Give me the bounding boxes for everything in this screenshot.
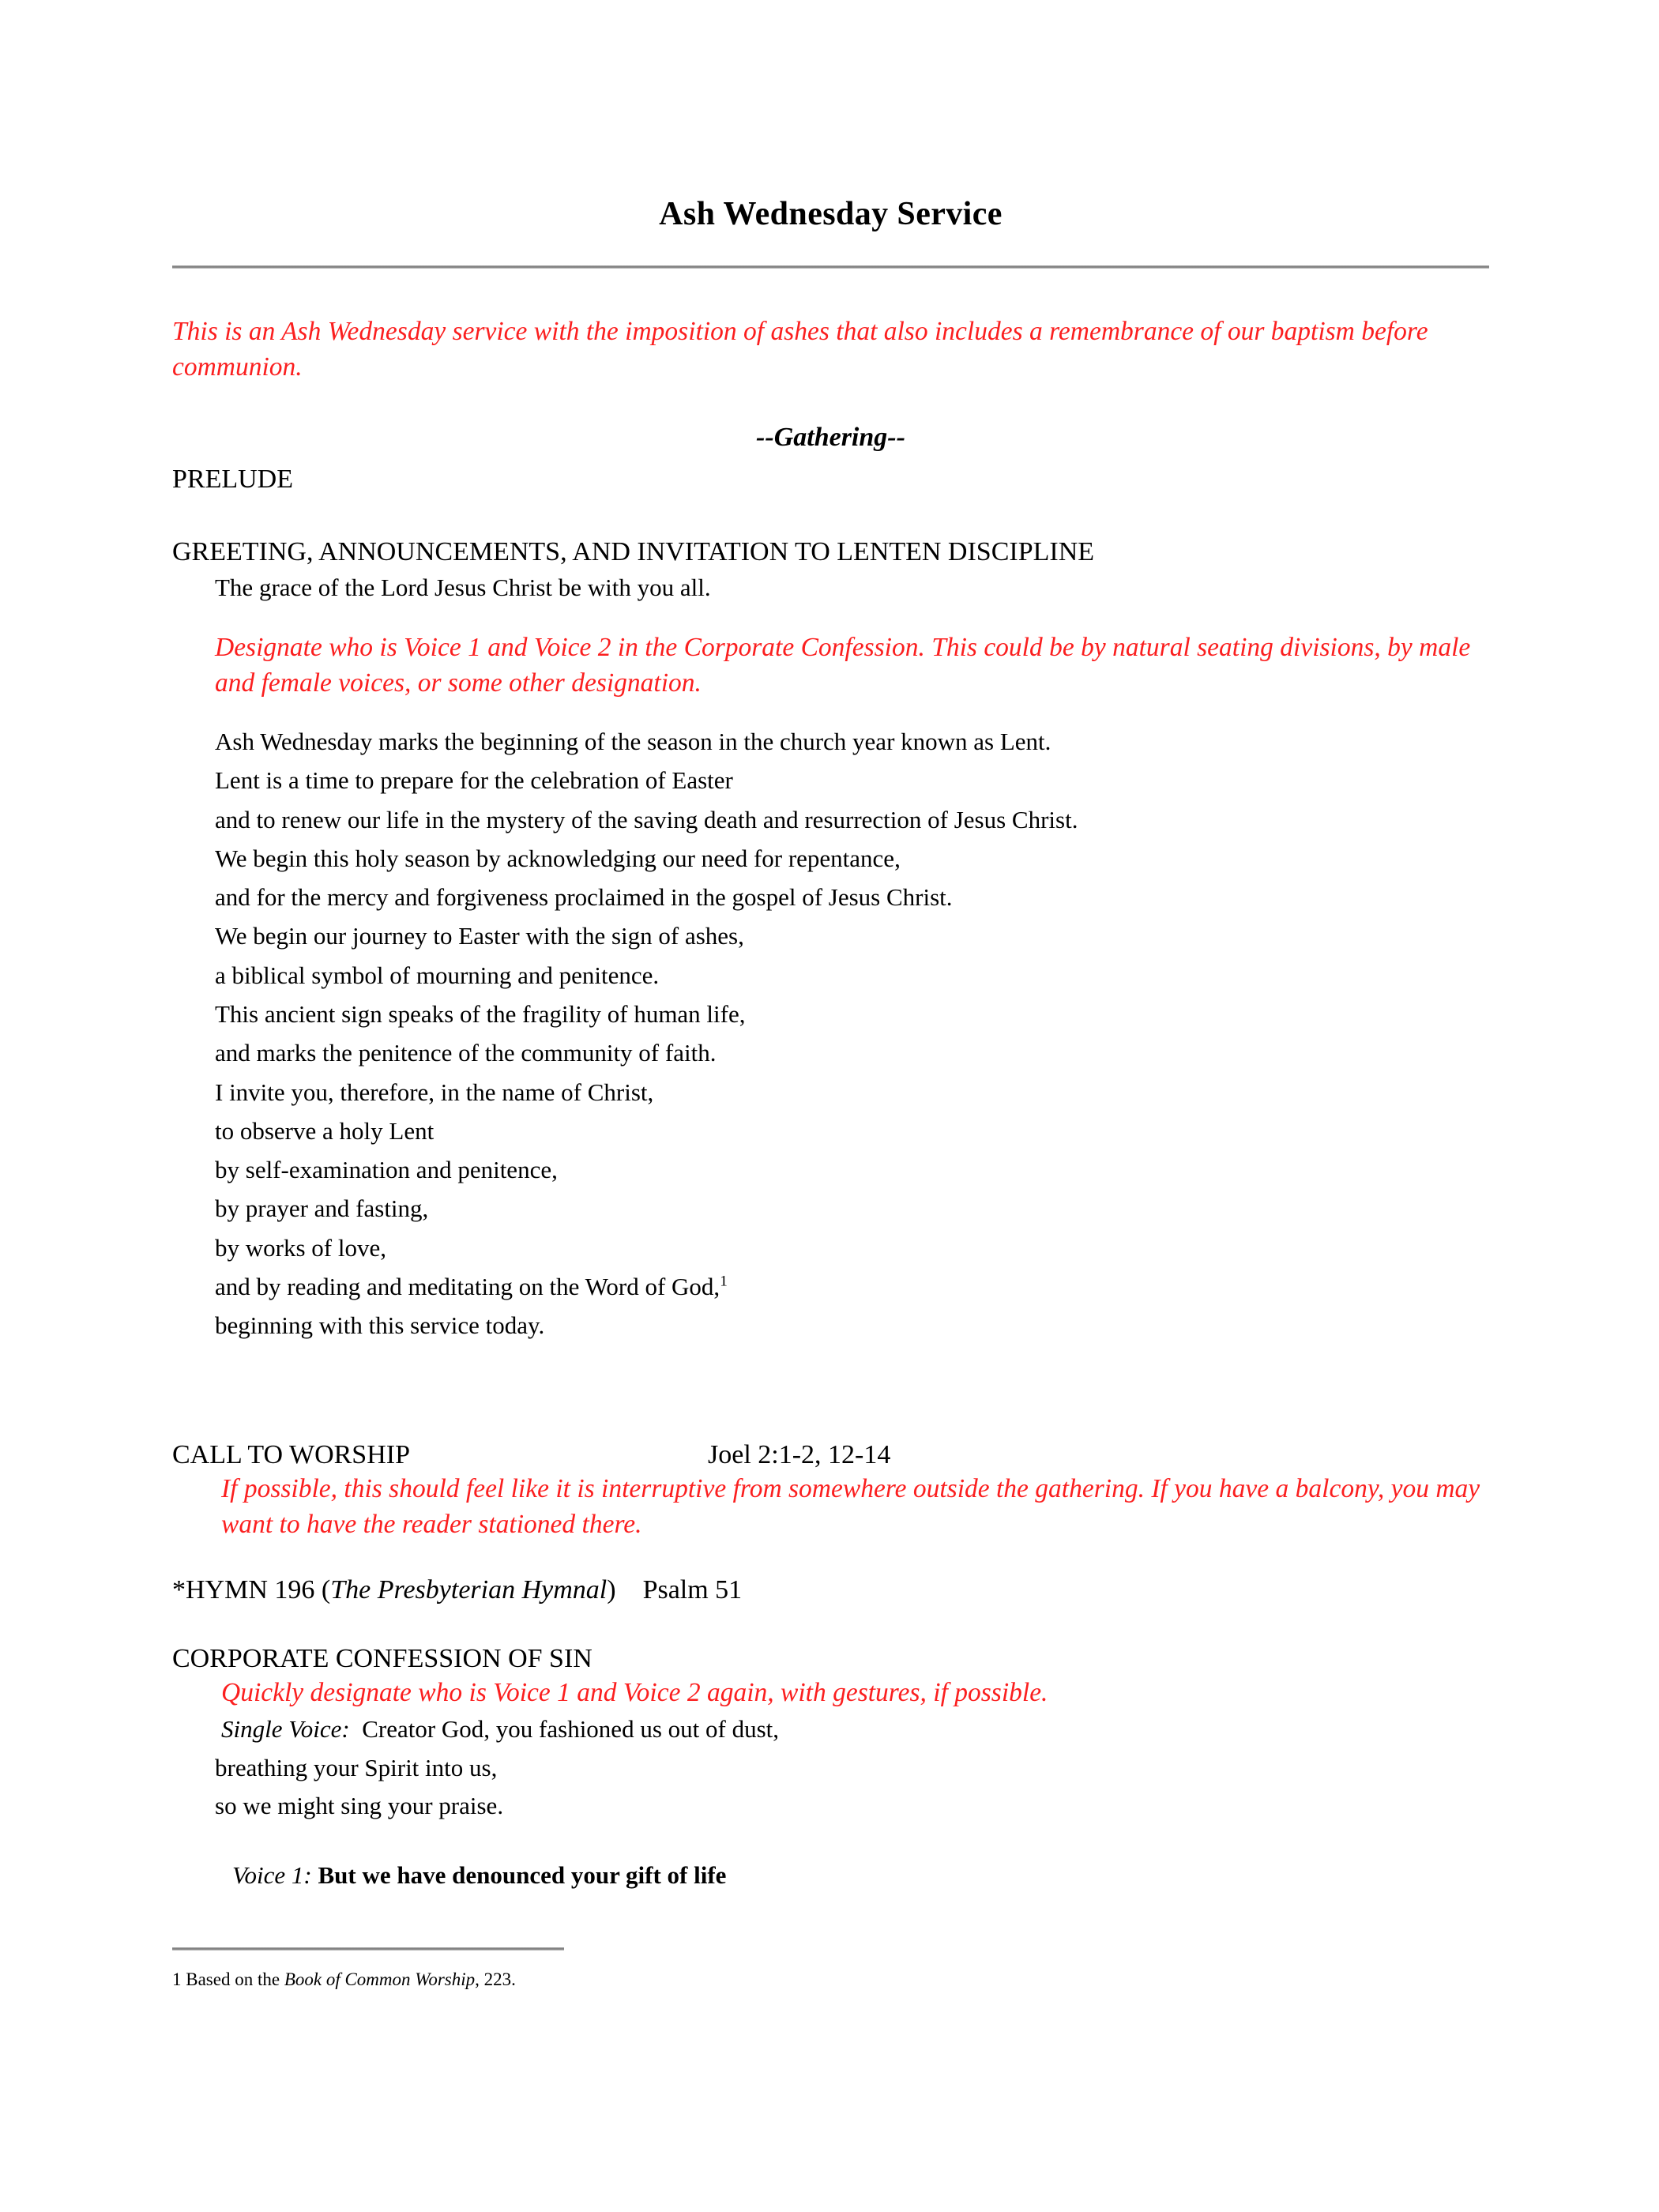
verse-line: I invite you, therefore, in the name of Christ, xyxy=(215,1078,654,1106)
verse-line: We begin this holy season by acknowledging our need for repentance, xyxy=(215,844,901,872)
verse-line: a biblical symbol of mourning and penitence. xyxy=(215,961,660,989)
verse-line: to observe a holy Lent xyxy=(215,1116,434,1145)
single-voice-first-line xyxy=(221,1710,1489,1748)
heading-call-to-worship: CALL TO WORSHIP xyxy=(172,1440,411,1470)
hymn-line xyxy=(172,1574,1489,1607)
verse-line: This ancient sign speaks of the fragility of human life, xyxy=(215,999,746,1028)
verse-line-with-footnote xyxy=(215,1267,1489,1306)
greeting-rubric-note: Designate who is Voice 1 and Voice 2 in the Corporate Confession. This could be by natural seating divisions, by male and female voices, or some other designation. xyxy=(215,633,1471,698)
footnote-number: 1 xyxy=(172,1969,182,1989)
verse-line: and marks the penitence of the community of faith. xyxy=(215,1039,717,1067)
heading-greeting: GREETING, ANNOUNCEMENTS, AND INVITATION TO LENTEN DISCIPLINE xyxy=(172,537,1095,567)
page-title: Ash Wednesday Service xyxy=(659,196,1003,232)
verse-line: Ash Wednesday marks the beginning of the season in the church year known as Lent. xyxy=(215,727,1051,755)
verse-line: by works of love, xyxy=(215,1233,386,1262)
verse-line: and to renew our life in the mystery of the saving death and resurrection of Jesus Christ. xyxy=(215,805,1078,833)
verse-line: by prayer and fasting, xyxy=(215,1194,429,1223)
hymnal-name: The Presbyterian Hymnal xyxy=(330,1575,608,1605)
verse-line: beginning with this service today. xyxy=(215,1311,545,1340)
verse-line: and for the mercy and forgiveness proclaimed in the gospel of Jesus Christ. xyxy=(215,883,953,912)
section-heading-gathering: --Gathering-- xyxy=(756,422,905,452)
footnote-suffix: , 223. xyxy=(475,1969,516,1989)
heading-corporate-confession: CORPORATE CONFESSION OF SIN xyxy=(172,1643,592,1673)
verse-line-text: and by reading and meditating on the Word of God, xyxy=(215,1272,720,1300)
document-content xyxy=(172,0,1489,1894)
footnote-text xyxy=(172,1951,1489,1992)
verse-line: Lent is a time to prepare for the celebration of Easter xyxy=(215,766,733,795)
voice1-label: Voice 1: xyxy=(232,1860,312,1889)
scripture-reference: Joel 2:1-2, 12-14 xyxy=(708,1440,891,1470)
hymn-prefix: *HYMN 196 ( xyxy=(172,1575,331,1605)
heading-prelude: PRELUDE xyxy=(172,464,293,494)
voice1-text: But we have denounced your gift of life xyxy=(318,1860,727,1889)
verse-line: by self-examination and penitence, xyxy=(215,1156,558,1184)
single-voice-label: Single Voice: xyxy=(221,1715,350,1744)
footnote-area xyxy=(172,1947,1489,1992)
voice1-line xyxy=(232,1856,1489,1894)
greeting-response: The grace of the Lord Jesus Christ be with you all. xyxy=(215,574,711,602)
intro-rubric-note: This is an Ash Wednesday service with the imposition of ashes that also includes a remembrance of our baptism before communion. xyxy=(172,317,1428,382)
footnote-prefix: Based on the xyxy=(186,1969,284,1989)
call-to-worship-row xyxy=(172,1439,1489,1472)
confession-rubric-note: Quickly designate who is Voice 1 and Voice 2 again, with gestures, if possible. xyxy=(221,1677,1048,1707)
call-to-worship-rubric-note: If possible, this should feel like it is interruptive from somewhere outside the gathering. If you have a balcony, you may want to have the reader stationed there. xyxy=(221,1474,1480,1540)
single-voice-line: breathing your Spirit into us, xyxy=(215,1753,498,1781)
single-voice-line: so we might sing your praise. xyxy=(215,1791,504,1819)
verse-line: We begin our journey to Easter with the sign of ashes, xyxy=(215,922,744,950)
hymn-suffix: ) xyxy=(607,1575,616,1605)
hymn-psalm: Psalm 51 xyxy=(642,1575,743,1605)
single-voice-text: Creator God, you fashioned us out of dust, xyxy=(362,1715,779,1744)
invitation-verse-block xyxy=(172,722,1489,1345)
footnote-source-title: Book of Common Worship xyxy=(284,1969,476,1989)
footnote-marker: 1 xyxy=(720,1273,728,1290)
